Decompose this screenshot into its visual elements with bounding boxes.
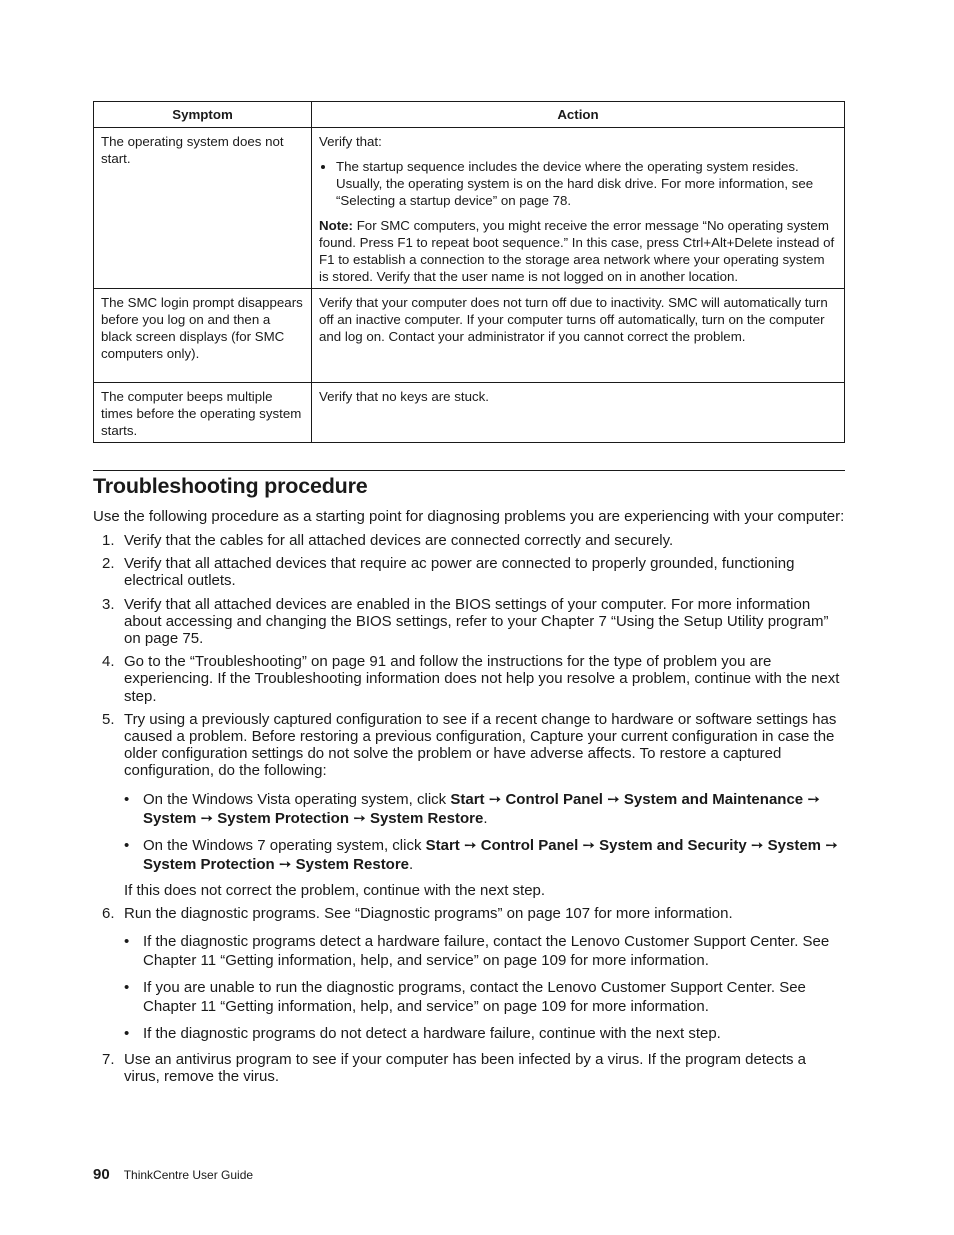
page-content [93,101,845,1091]
menu-path-item: System Restore [369,809,484,827]
action-bullets [319,158,837,209]
list-item [93,532,845,549]
section-divider [93,470,845,471]
arrow-icon: ➙ [582,836,595,854]
step-text: Verify that all attached devices that require ac power are connected to properly grounded, functioning electrical outlets. [124,555,795,590]
arrow-icon: ➙ [607,790,620,808]
menu-path-item: Control Panel [505,790,603,808]
menu-path-item: System [767,836,822,854]
note-label: Note: [319,218,353,233]
bullet-icon: • [124,933,130,951]
list-item [93,555,845,589]
bullet-icon: • [124,790,130,808]
symptom-cell: The SMC login prompt disappears before you log on and then a black screen displays (for SMC computers only). [94,289,312,383]
continue-note: If this does not correct the problem, continue with the next step. [124,881,546,899]
step-number: 5. [102,710,115,728]
page-number: 90 [93,1166,110,1183]
list-item [93,1051,845,1085]
bullet-text: On the Windows Vista operating system, click [143,790,451,808]
bullet-icon: • [124,979,130,997]
bullet-text: If the diagnostic programs detect a hardware failure, contact the Lenovo Customer Support Center. See Chapter 11 “Getting information, help, and service” on page 109 for more information. [143,933,830,970]
menu-path-item: System and Security [599,836,747,854]
arrow-icon: ➙ [463,836,477,854]
action-header: Action [312,102,845,128]
procedure-steps [93,532,845,1085]
menu-path-item: Start [450,790,485,808]
arrow-icon: ➙ [807,790,820,808]
step-number: 6. [102,904,115,922]
list-item [93,596,845,648]
page-footer [93,1166,253,1183]
intro-paragraph: Use the following procedure as a starting point for diagnosing problems you are experiencing with your computer: [93,508,845,525]
table-row [94,289,845,383]
action-cell: Verify that your computer does not turn off due to inactivity. SMC will automatically turn off an inactive computer. If your computer turns off automatically, turn on the computer and log on. Contact your administrator if you cannot correct the problem. [312,289,845,383]
period: . [483,809,488,827]
bullet-text: If the diagnostic programs do not detect a hardware failure, continue with the next step. [143,1025,721,1043]
menu-path-item: System Protection [217,809,350,827]
step-number: 7. [102,1051,115,1069]
arrow-icon: ➙ [353,809,366,827]
step-text: Go to the “Troubleshooting” on page 91 and follow the instructions for the type of problem you are experiencing. If the Troubleshooting information does not help you resolve a problem, continue with the next step. [124,653,840,705]
menu-path-item: Start [425,836,460,854]
step-number: 1. [102,532,115,549]
table-row [94,128,845,289]
note-text: For SMC computers, you might receive the error message “No operating system found. Press F1 to repeat boot sequence.” In this case, press Ctrl+Alt+Delete instead of F1 to establish a connection to the storage area network where your operating system is stored. Verify that the user name is not logged on in another location. [319,218,835,284]
list-item [124,1024,845,1043]
document-title: ThinkCentre User Guide [123,1168,254,1182]
step-text: Try using a previously captured configuration to see if a recent change to hardware or software settings has caused a problem. Before restoring a previous configuration, Capture your current configuration in case the older configuration settings do not solve the problem or have adverse affects. To restore a captured configuration, do the following: [124,710,837,780]
arrow-icon: ➙ [278,855,292,873]
step-number: 4. [102,653,115,671]
symptom-cell: The computer beeps multiple times before the operating system starts. [94,383,312,443]
list-item [124,932,845,970]
diagnostic-bullets [124,932,845,1043]
section-title: Troubleshooting procedure [93,474,368,498]
menu-path-item: System and Maintenance [623,790,804,808]
step-text: Run the diagnostic programs. See “Diagnostic programs” on page 107 for more information. [124,904,733,922]
step-text: Verify that all attached devices are enabled in the BIOS settings of your computer. For more information about accessing and changing the BIOS settings, refer to your Chapter 7 “Using the Setup Utility program” on page 75. [124,595,829,648]
list-item [124,790,845,828]
symptom-cell: The operating system does not start. [94,128,312,289]
step-text: Use an antivirus program to see if your computer has been infected by a virus. If the program detects a virus, remove the virus. [124,1051,807,1086]
symptom-action-table [93,101,845,443]
symptom-header: Symptom [94,102,312,128]
menu-path-item: Control Panel [480,836,579,854]
list-item [93,653,845,705]
bullet-text: On the Windows 7 operating system, click [143,836,426,854]
table-row [94,383,845,443]
menu-path-item: System Protection [143,855,275,873]
list-item [124,836,845,874]
step-text: Verify that the cables for all attached devices are connected correctly and securely. [124,532,674,549]
verify-text: Verify that: [319,134,382,149]
table-header-row [94,102,845,128]
menu-path-item: System Restore [295,855,410,873]
bullet-icon: • [124,836,130,854]
bullet-icon: • [124,1025,130,1043]
menu-path-item: System [143,809,197,827]
period: . [409,855,414,873]
step-number: 2. [102,555,115,573]
step-number: 3. [102,595,115,613]
action-cell [312,128,845,289]
arrow-icon: ➙ [750,836,764,854]
arrow-icon: ➙ [488,790,502,808]
list-item [124,978,845,1016]
note-paragraph [319,217,837,285]
bullet-text: If you are unable to run the diagnostic programs, contact the Lenovo Customer Support Center. See Chapter 11 “Getting information, help, and service” on page 109 for more information. [143,979,806,1016]
list-item [93,711,845,899]
arrow-icon: ➙ [200,809,214,827]
list-item [93,905,845,1043]
action-bullet: • The startup sequence includes the device where the operating system resides. Usually, the operating system is on the hard disk drive. For more information, see “Selecting a startup device” on page 78. [336,158,837,209]
restore-bullets [124,790,845,874]
action-cell: Verify that no keys are stuck. [312,383,845,443]
arrow-icon: ➙ [825,836,838,854]
